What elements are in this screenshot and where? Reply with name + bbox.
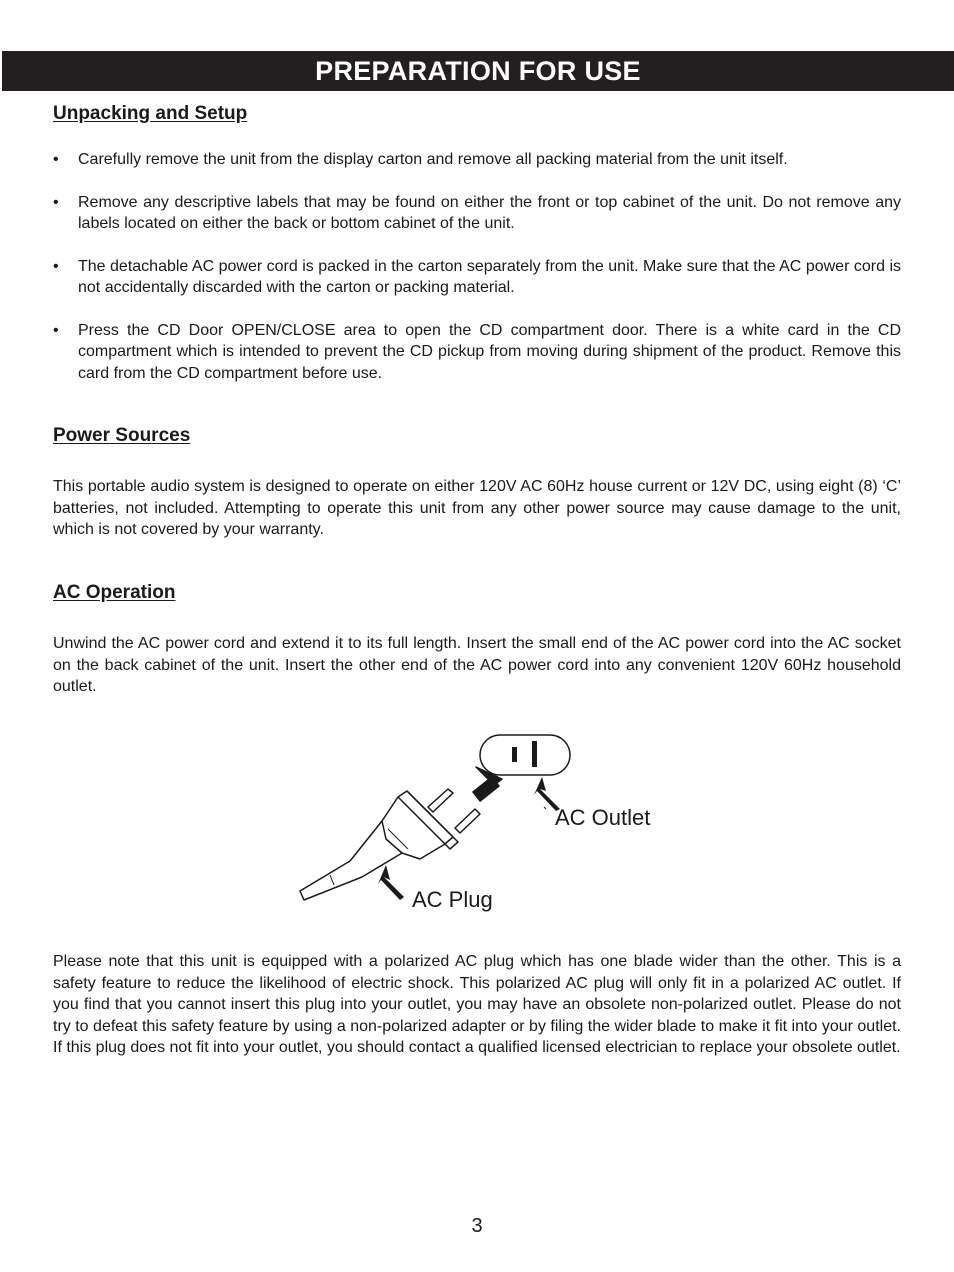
bullet-text: Remove any descriptive labels that may be found on either the front or top cabinet of the unit. Do not remove any labels located on either the back or bottom cabinet of the unit. (78, 193, 901, 232)
plug-face (398, 791, 453, 844)
unpacking-bullet-list (53, 149, 901, 405)
outlet-pointer (544, 807, 546, 809)
unpacking-heading: Unpacking and Setup (53, 103, 248, 124)
bullet-text: Press the CD Door OPEN/CLOSE area to open the CD compartment door. There is a white card in the CD compartment which is intended to prevent the CD pickup from moving during shipment of the product. Remove this card from the CD compartment before use. (78, 321, 901, 382)
plug-body (382, 797, 445, 859)
bullet-text: The detachable AC power cord is packed in the carton separately from the unit. Make sure that the AC power cord is not accidentally discarded with the carton or packing material. (78, 257, 901, 296)
plug-prong-top (428, 789, 453, 812)
outlet-slot-narrow (512, 747, 517, 762)
bullet-item (53, 320, 901, 385)
ac-plug-label: AC Plug (412, 887, 493, 912)
ac-operation-heading: AC Operation (53, 582, 176, 603)
bullet-text: Carefully remove the unit from the display carton and remove all packing material from the unit itself. (78, 151, 788, 168)
polarized-plug-note: Please note that this unit is equipped with a polarized AC plug which has one blade wider than the other. This is a safety feature to reduce the likelihood of electric shock. This polarized AC plug will only fit in a polarized AC outlet. If you find that you cannot insert this plug into your outlet, you may have an obsolete non-polarized outlet. Please do not try to defeat this safety feature by using a non-polarized adapter or by filing the wider blade to make it fit into your outlet. If this plug does not fit into your outlet, you should contact a qualified licensed electrician to replace your obsolete outlet. (53, 953, 901, 1056)
power-sources-text: This portable audio system is designed to operate on either 120V AC 60Hz house current or 12V DC, using eight (8) ‘C’ batteries, not included. Attempting to operate this unit from any other power source may cause damage to the unit, which is not covered by your warranty. (53, 478, 901, 538)
bullet-item (53, 256, 901, 299)
bullet-dot: • (53, 151, 59, 168)
bullet-dot: • (53, 257, 59, 275)
plug-cord (300, 861, 362, 900)
outlet-face (480, 735, 570, 775)
ac-operation-text: Unwind the AC power cord and extend it to its full length. Insert the small end of the AC power cord into the AC socket on the back cabinet of the unit. Insert the other end of the AC power cord into any convenient 120V 60Hz household outlet. (53, 635, 901, 695)
outlet-slot-wide (532, 741, 537, 767)
plug-pointer-arrow (378, 865, 404, 900)
page-title-banner: PREPARATION FOR USE (2, 51, 954, 91)
power-sources-heading: Power Sources (53, 425, 191, 446)
bullet-item (53, 149, 901, 171)
plug-prong-bottom (455, 809, 480, 833)
page-number: 3 (471, 1215, 483, 1237)
bullet-dot: • (53, 321, 59, 339)
bullet-dot: • (53, 193, 59, 211)
bullet-item (53, 192, 901, 235)
ac-outlet-label: AC Outlet (555, 805, 651, 830)
ac-plug-diagram (290, 725, 690, 925)
